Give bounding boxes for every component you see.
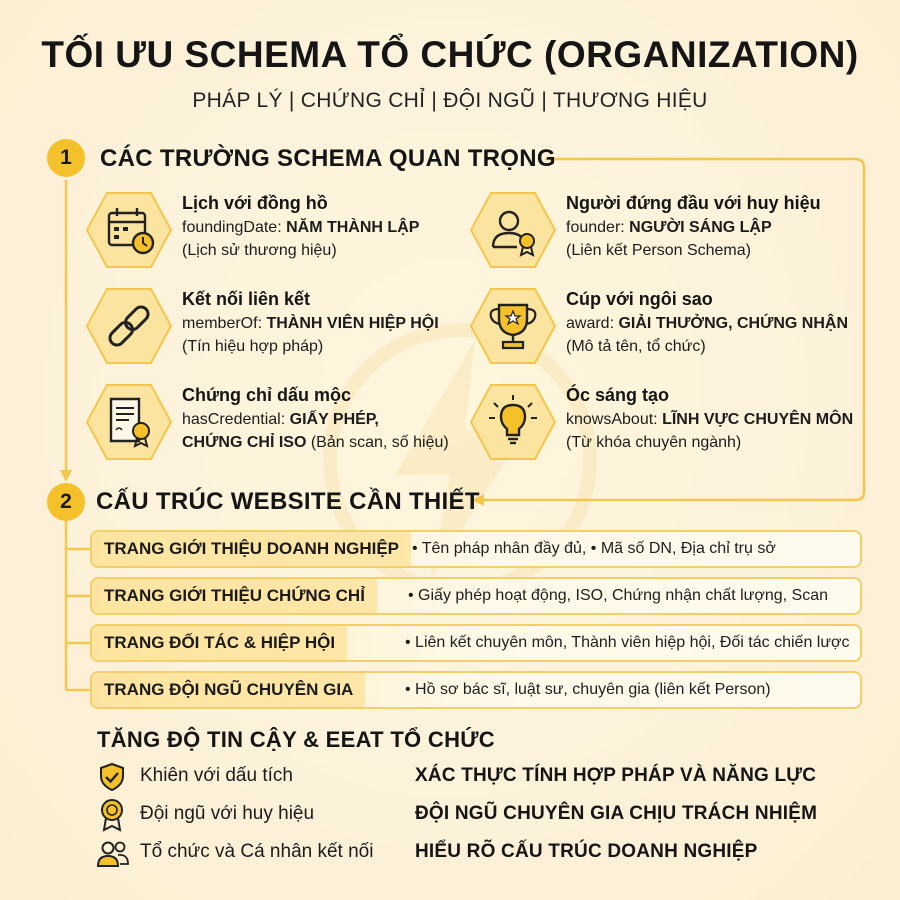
schema-item-founding-date — [182, 193, 462, 262]
row-desc: • Giấy phép hoạt động, ISO, Chứng nhận chất lượng, Scan — [408, 587, 828, 604]
item-value: NĂM THÀNH LẬP — [286, 219, 420, 236]
schema-item-has-credential — [182, 385, 472, 454]
item-prop: hasCredential: — [182, 411, 286, 428]
item-note: (Mô tả tên, tổ chức) — [566, 338, 706, 355]
website-page-row-about — [90, 530, 862, 568]
calendar-clock-icon — [85, 191, 173, 269]
eeat-item-label: Đội ngũ với huy hiệu — [140, 803, 315, 824]
item-title: Cúp với ngôi sao — [566, 289, 713, 309]
item-note: (Liên kết Person Schema) — [566, 242, 751, 259]
item-prop: memberOf: — [182, 315, 263, 332]
item-note: (Lịch sử thương hiệu) — [182, 242, 337, 259]
page-title: TỐI ƯU SCHEMA TỔ CHỨC (ORGANIZATION) — [41, 34, 859, 75]
chain-link-icon — [85, 287, 173, 365]
row-desc: • Liên kết chuyên môn, Thành viên hiệp hội, Đối tác chiến lược — [405, 634, 850, 651]
section1-number-badge: 1 — [47, 139, 85, 177]
item-prop: award: — [566, 315, 615, 332]
eeat-item-label: Khiên với dấu tích — [140, 765, 293, 786]
trophy-star-icon — [469, 287, 557, 365]
item-title: Chứng chỉ dấu mộc — [182, 385, 352, 405]
section1-title: CÁC TRƯỜNG SCHEMA QUAN TRỌNG — [100, 145, 556, 172]
page-subtitle: PHÁP LÝ | CHỨNG CHỈ | ĐỘI NGŨ | THƯƠNG HIỆU — [192, 89, 708, 112]
item-title: Lịch với đồng hồ — [182, 193, 328, 213]
shield-check-icon — [97, 762, 127, 797]
person-badge-icon — [469, 191, 557, 269]
item-title: Kết nối liên kết — [182, 289, 311, 309]
eeat-item-value: ĐỘI NGŨ CHUYÊN GIA CHỊU TRÁCH NHIỆM — [415, 803, 818, 824]
item-prop: founder: — [566, 219, 625, 236]
row-label: TRANG GIỚI THIỆU DOANH NGHIỆP — [92, 532, 411, 566]
eeat-item-value: HIỂU RÕ CẤU TRÚC DOANH NGHIỆP — [415, 841, 758, 862]
website-page-row-partners — [90, 624, 862, 662]
item-prop: foundingDate: — [182, 219, 282, 236]
eeat-title: TĂNG ĐỘ TIN CẬY & EEAT TỔ CHỨC — [97, 727, 495, 752]
people-connect-icon — [96, 839, 130, 874]
eeat-item-value: XÁC THỰC TÍNH HỢP PHÁP VÀ NĂNG LỰC — [415, 765, 817, 786]
schema-item-knows-about — [566, 385, 886, 454]
row-label: TRANG ĐỘI NGŨ CHUYÊN GIA — [92, 673, 365, 707]
item-prop: knowsAbout: — [566, 411, 658, 428]
row-desc: • Tên pháp nhân đầy đủ, • Mã số DN, Địa chỉ trụ sở — [412, 540, 776, 557]
website-page-row-experts — [90, 671, 862, 709]
item-note: (Từ khóa chuyên ngành) — [566, 434, 742, 451]
item-value: GIẢI THƯỞNG, CHỨNG NHẬN — [618, 315, 849, 332]
medal-badge-icon — [97, 798, 127, 837]
schema-item-member-of — [182, 289, 462, 358]
row-label: TRANG ĐỐI TÁC & HIỆP HỘI — [92, 626, 347, 660]
item-value-continued: CHỨNG CHỈ ISO — [182, 434, 307, 451]
item-value: THÀNH VIÊN HIỆP HỘI — [266, 315, 439, 332]
eeat-item-label: Tổ chức và Cá nhân kết nối — [140, 841, 374, 862]
item-note: (Tín hiệu hợp pháp) — [182, 338, 324, 355]
item-value: NGƯỜI SÁNG LẬP — [629, 219, 772, 236]
section2-title: CẤU TRÚC WEBSITE CẦN THIẾT — [96, 488, 480, 515]
lightbulb-icon — [469, 383, 557, 461]
row-label: TRANG GIỚI THIỆU CHỨNG CHỈ — [92, 579, 377, 613]
certificate-seal-icon — [85, 383, 173, 461]
row-desc: • Hồ sơ bác sĩ, luật sư, chuyên gia (liên kết Person) — [405, 681, 771, 698]
item-value: GIẤY PHÉP, — [289, 411, 379, 428]
item-note: (Bản scan, số hiệu) — [310, 434, 449, 451]
section2-number-badge: 2 — [47, 483, 85, 521]
item-value: LĨNH VỰC CHUYÊN MÔN — [662, 411, 854, 428]
website-page-row-certificates — [90, 577, 862, 615]
schema-item-founder — [566, 193, 886, 262]
item-title: Óc sáng tạo — [566, 385, 670, 405]
item-title: Người đứng đầu với huy hiệu — [566, 193, 821, 213]
schema-item-award — [566, 289, 886, 358]
